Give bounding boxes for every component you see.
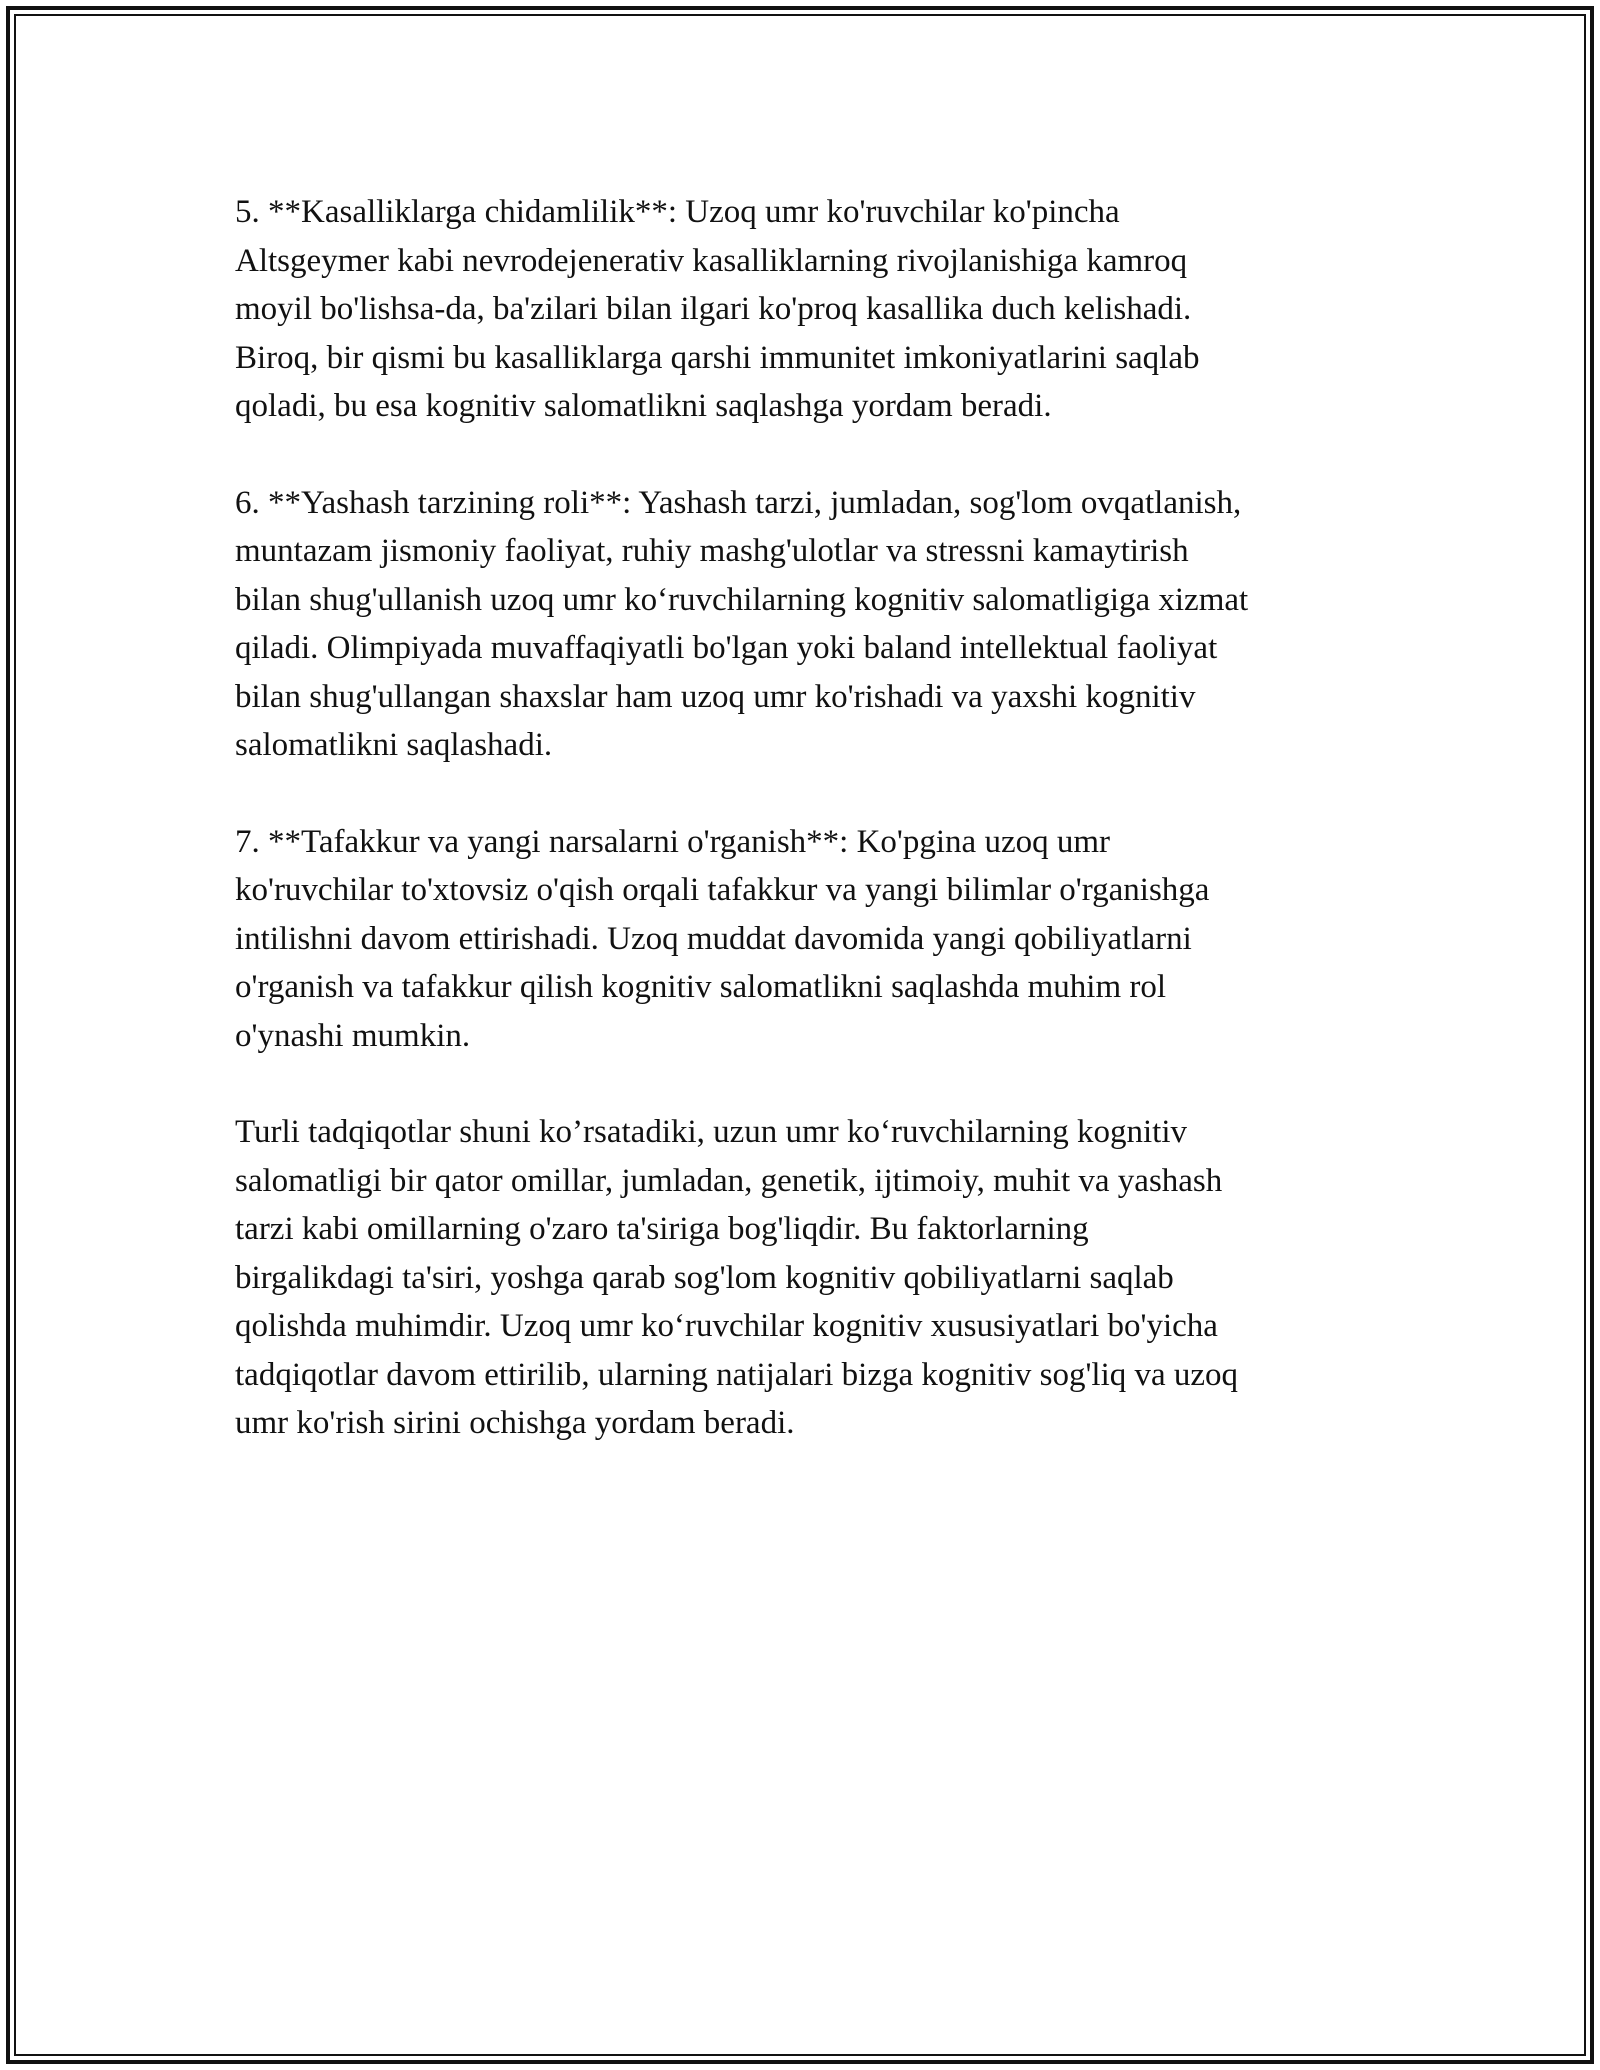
document-body <box>235 188 1375 1496</box>
paragraph-disease-resistance: 5. **Kasalliklarga chidamlilik**: Uzoq umr ko'ruvchilar ko'pincha Altsgeymer kabi nevrodejenerativ kasalliklarning rivojlanishiga kamroq moyil bo'lishsa-da, ba'zilari bilan ilgari ko'proq kasallika duch kelishadi. Biroq, bir qismi bu kasalliklarga qarshi immunitet imkoniyatlarini saqlab qoladi, bu esa kognitiv salomatlikni saqlashga yordam beradi. <box>235 194 1200 424</box>
paragraph-lifestyle-role: 6. **Yashash tarzining roli**: Yashash tarzi, jumladan, sog'lom ovqatlanish, muntazam jismoniy faoliyat, ruhiy mashg'ulotlar va stressni kamaytirish bilan shug'ullanish uzoq umr ko‘ruvchilarning kognitiv salomatligiga xizmat qiladi. Olimpiyada muvaffaqiyatli bo'lgan yoki baland intellektual faoliyat bilan shug'ullangan shaxslar ham uzoq umr ko'rishadi va yaxshi kognitiv salomatlikni saqlashadi. <box>235 484 1249 763</box>
paragraph-thinking-learning: 7. **Tafakkur va yangi narsalarni o'rganish**: Ko'pgina uzoq umr ko'ruvchilar to'xtovsiz o'qish orqali tafakkur va yangi bilimlar o'rganishga intilishni davom ettirishadi. Uzoq muddat davomida yangi qobiliyatlarni o'rganish va tafakkur qilish kognitiv salomatlikni saqlashda muhim rol o'ynashi mumkin. <box>235 823 1210 1054</box>
paragraph-conclusion: Turli tadqiqotlar shuni ko’rsatadiki, uzun umr ko‘ruvchilarning kognitiv salomatligi bir qator omillar, jumladan, genetik, ijtimoiy, muhit va yashash tarzi kabi omillarning o'zaro ta'siriga bog'liqdir. Bu faktorlarning birgalikdagi ta'siri, yoshga qarab sog'lom kognitiv qobiliyatlarni saqlab qolishda muhimdir. Uzoq umr ko‘ruvchilar kognitiv xususiyatlari bo'yicha tadqiqotlar davom ettirilib, ularning natijalari bizga kognitiv sog'liq va uzoq umr ko'rish sirini ochishga yordam beradi. <box>235 1114 1239 1441</box>
